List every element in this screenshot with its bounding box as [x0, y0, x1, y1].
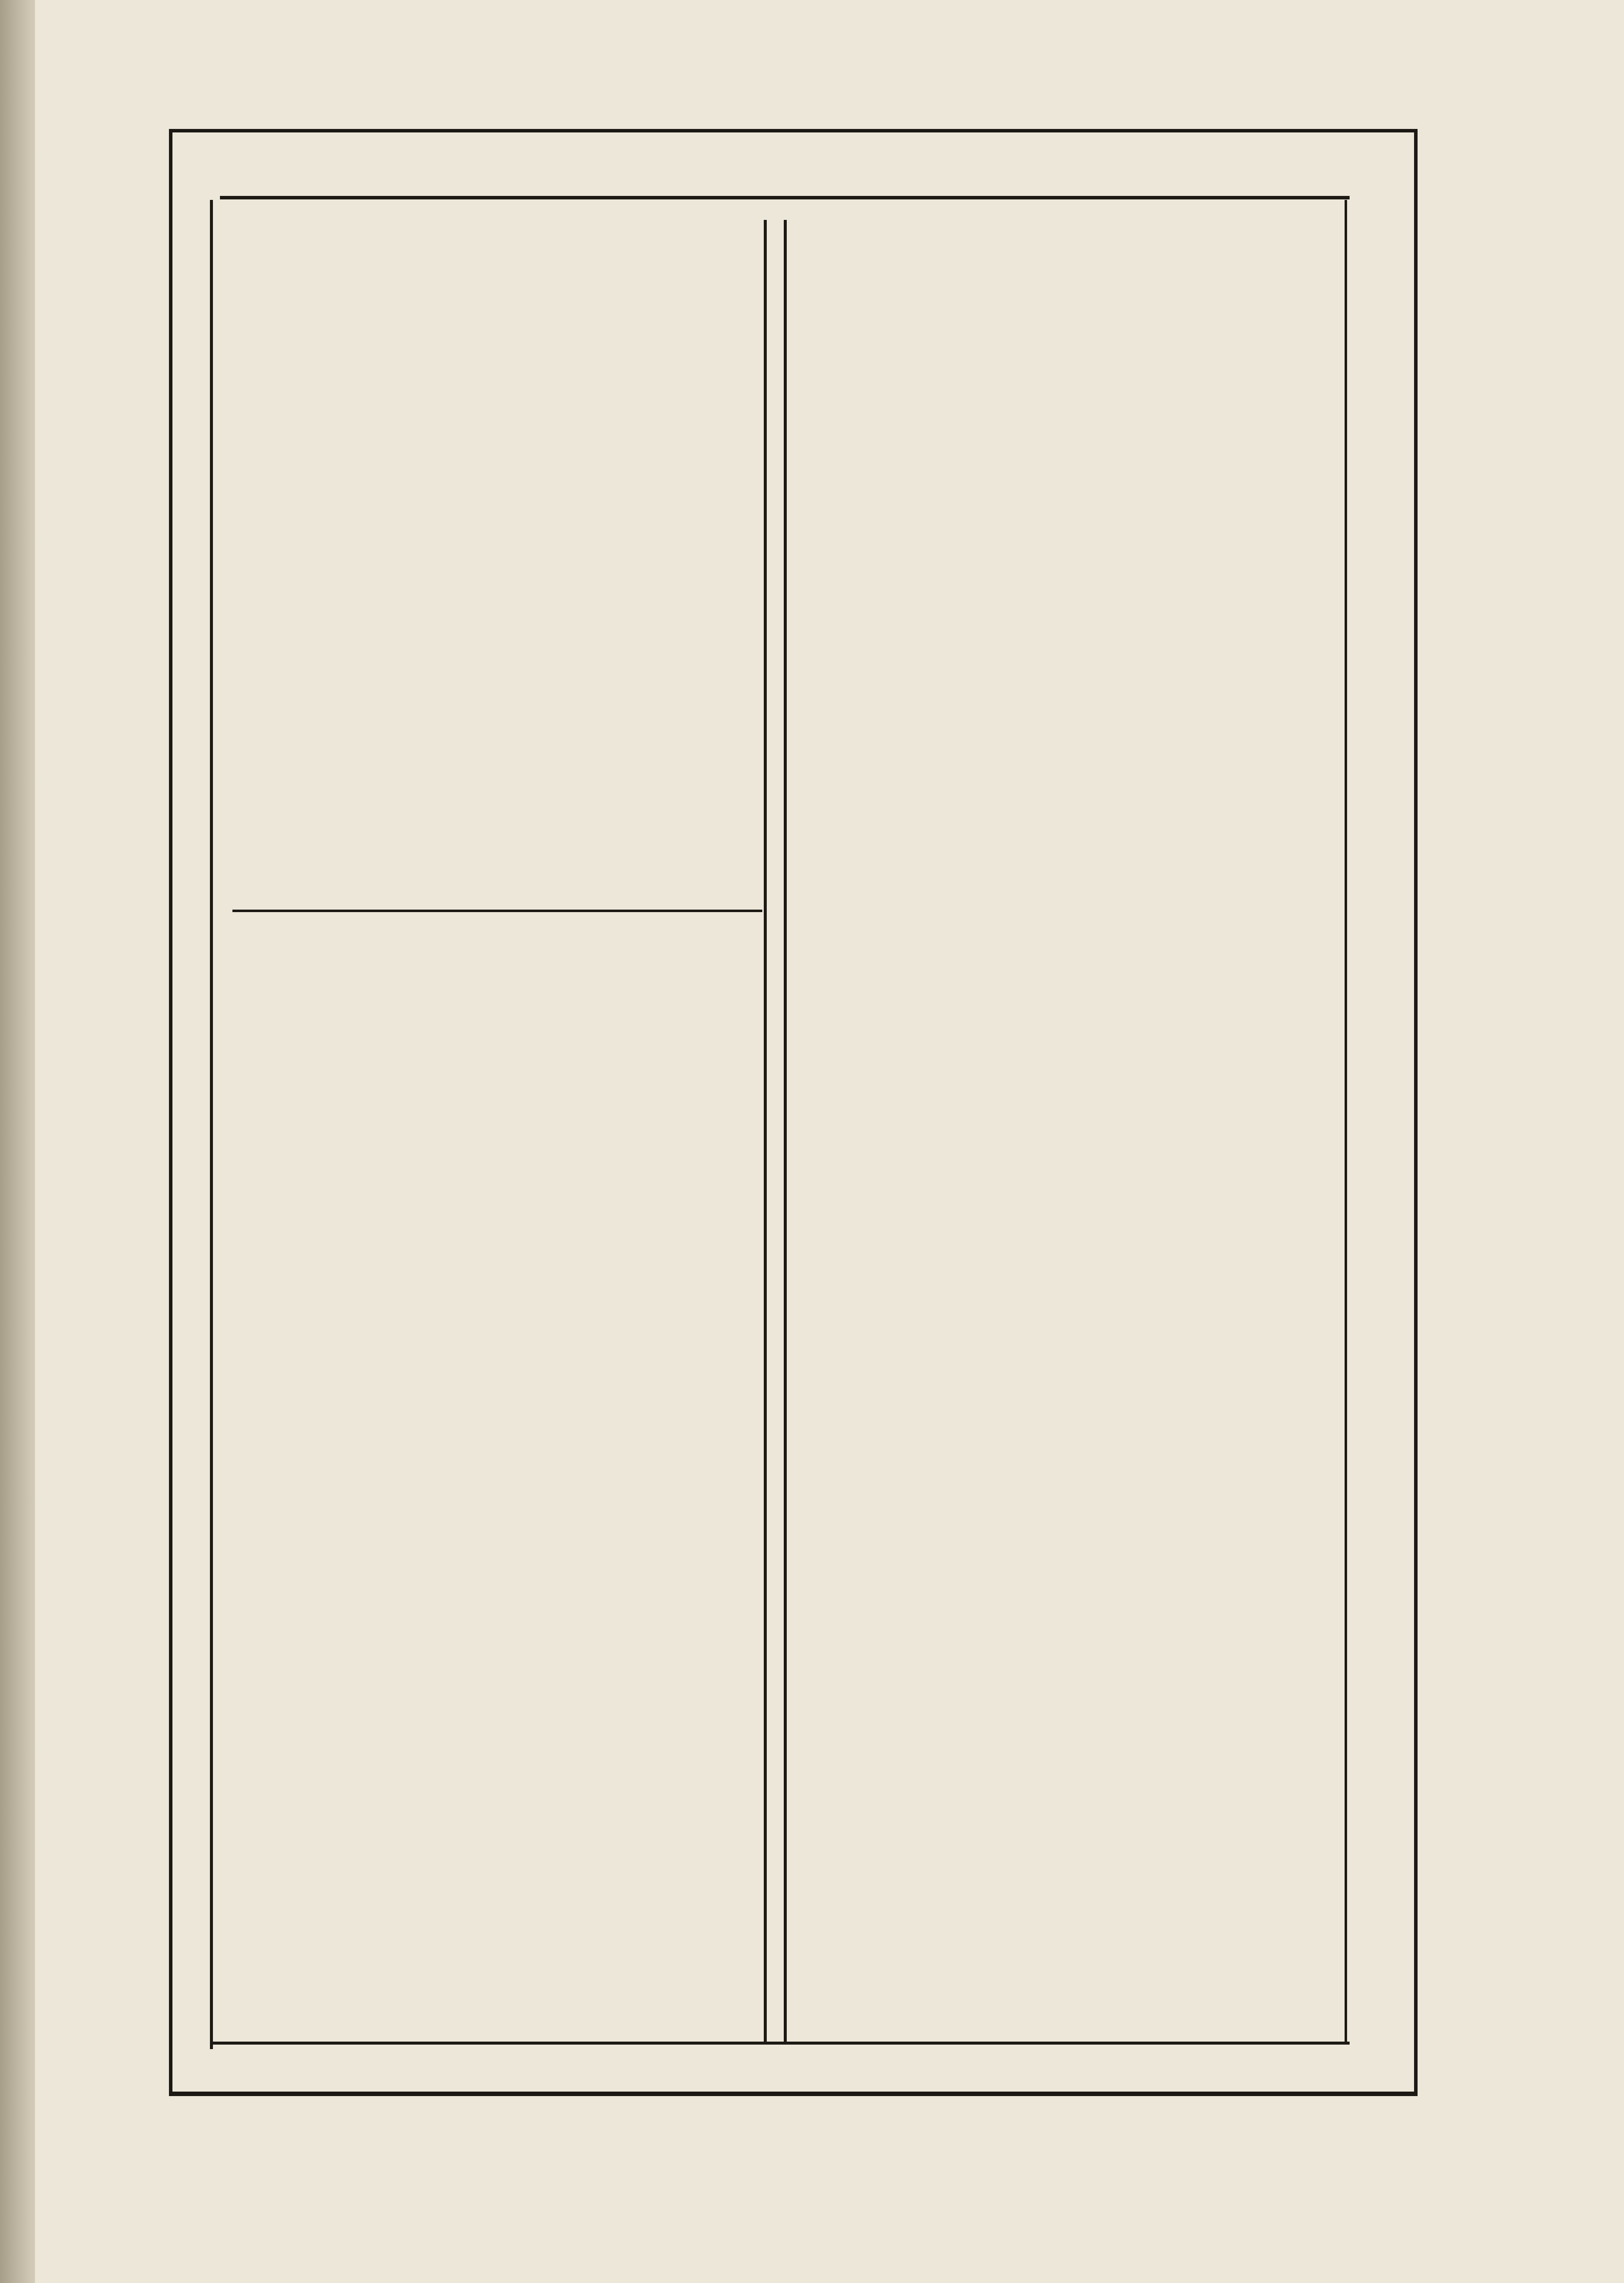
column-divider-left	[764, 220, 767, 2044]
header-rule	[220, 196, 1350, 199]
page-frame	[169, 129, 1418, 2096]
right-column-rule	[1345, 200, 1347, 2044]
left-column-rule	[210, 200, 213, 2049]
column-divider-right	[784, 220, 787, 2044]
bottom-rule	[210, 2042, 1350, 2045]
summary-rule	[232, 910, 762, 912]
